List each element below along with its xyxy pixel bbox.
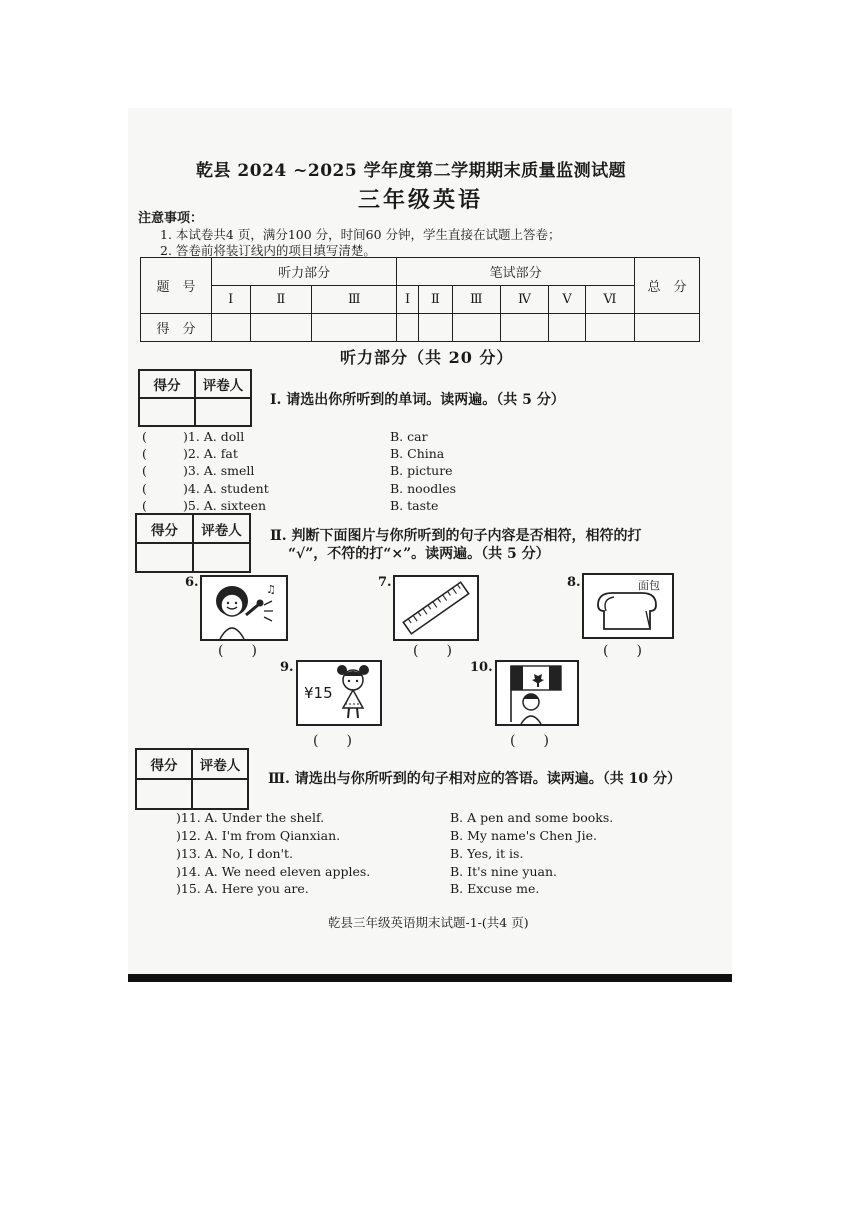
grader-reviewer-cell[interactable]	[192, 779, 248, 809]
answer-paren[interactable]: ( )	[603, 643, 642, 659]
answer-bracket: (	[142, 429, 147, 444]
price-label: ¥15	[304, 684, 333, 702]
section-numeral: Ⅵ	[585, 286, 634, 314]
part3-option-b: B. My name's Chen Jie.	[450, 828, 597, 843]
score-cell[interactable]	[453, 314, 500, 342]
part3-option-b: B. Excuse me.	[450, 881, 540, 896]
section-numeral: Ⅰ	[212, 286, 251, 314]
part3-option-b: B. It's nine yuan.	[450, 864, 557, 879]
grader-box	[138, 369, 252, 427]
doll-price-picture	[296, 660, 382, 726]
part1-option-a: )5. A. sixteen	[183, 498, 267, 513]
grader-reviewer-cell[interactable]	[193, 543, 250, 572]
section-numeral: Ⅳ	[500, 286, 549, 314]
part3-option-a: )15. A. Here you are.	[176, 881, 309, 896]
answer-paren[interactable]: ( )	[218, 643, 257, 659]
listening-header: 听力部分	[212, 258, 397, 286]
total-header: 总 分	[635, 258, 700, 314]
part1-option-a: )2. A. fat	[183, 446, 238, 461]
grader-score-label: 得分	[136, 514, 193, 543]
answer-bracket: (	[142, 481, 147, 496]
part1-option-a: )3. A. smell	[183, 463, 255, 478]
score-cell[interactable]	[549, 314, 585, 342]
note-item: 1. 本试卷共4 页，满分100 分，时间60 分钟，学生直接在试题上答卷；	[160, 227, 561, 242]
grader-score-label: 得分	[136, 749, 192, 779]
part1-option-a: )4. A. student	[183, 481, 269, 496]
canada-flag-boy-picture	[495, 660, 579, 726]
part1-heading: Ⅰ. 请选出你所听到的单词。读两遍。（共 5 分）	[270, 392, 565, 408]
question-number: 6.	[185, 575, 199, 590]
part1-option-b: B. taste	[390, 498, 439, 513]
answer-paren[interactable]: ( )	[313, 733, 352, 749]
part1-option-b: B. car	[390, 429, 428, 444]
grader-score-cell[interactable]	[136, 779, 192, 809]
question-number: 10.	[470, 660, 493, 675]
ruler-picture	[393, 575, 479, 641]
score-cell[interactable]	[212, 314, 251, 342]
score-cell[interactable]	[312, 314, 397, 342]
answer-paren[interactable]: ( )	[413, 643, 452, 659]
answer-bracket: (	[142, 463, 147, 478]
section-numeral: Ⅱ	[250, 286, 312, 314]
part3-heading: Ⅲ. 请选出与你所听到的句子相对应的答语。读两遍。（共 10 分）	[268, 771, 682, 787]
svg-text:♫: ♫	[266, 583, 276, 596]
part3-option-a: )11. A. Under the shelf.	[176, 810, 325, 825]
exam-subtitle: 三年级英语	[358, 187, 484, 213]
answer-paren[interactable]: ( )	[510, 733, 549, 749]
score-cell[interactable]	[500, 314, 549, 342]
score-cell[interactable]	[585, 314, 634, 342]
score-cell[interactable]	[635, 314, 700, 342]
section-numeral: Ⅲ	[312, 286, 397, 314]
question-number: 7.	[378, 575, 392, 590]
exam-title: 乾县 2024 ~2025 学年度第二学期期末质量监测试题	[196, 161, 627, 181]
score-cell[interactable]	[397, 314, 418, 342]
written-header: 笔试部分	[397, 258, 635, 286]
part1-option-a: )1. A. doll	[183, 429, 245, 444]
part1-option-b: B. noodles	[390, 481, 457, 496]
grader-reviewer-label: 评卷人	[193, 514, 250, 543]
answer-bracket: (	[142, 498, 147, 513]
part3-option-b: B. Yes, it is.	[450, 846, 524, 861]
score-table	[140, 257, 700, 342]
part3-option-a: )12. A. I'm from Qianxian.	[176, 828, 341, 843]
answer-bracket: (	[142, 446, 147, 461]
bread-picture	[582, 573, 674, 639]
notes-heading: 注意事项：	[138, 211, 204, 226]
grader-reviewer-cell[interactable]	[195, 398, 251, 426]
bottom-bar	[128, 974, 732, 982]
grader-score-label: 得分	[139, 370, 195, 398]
part2-heading-line2: “√”，不符的打“×”。读两遍。（共 5 分）	[288, 546, 550, 562]
listening-section-title: 听力部分（共 20 分）	[340, 348, 514, 367]
grader-box	[135, 513, 251, 573]
note-item: 2. 答卷前将装订线内的项目填写清楚。	[160, 243, 376, 258]
grader-score-cell[interactable]	[139, 398, 195, 426]
section-numeral: Ⅰ	[397, 286, 418, 314]
part2-heading-line1: Ⅱ. 判断下面图片与你所听到的句子内容是否相符，相符的打	[270, 528, 642, 544]
part1-option-b: B. China	[390, 446, 445, 461]
section-numeral: Ⅲ	[453, 286, 500, 314]
bread-label: 面包	[638, 579, 660, 592]
score-cell[interactable]	[418, 314, 452, 342]
question-number: 8.	[567, 575, 581, 590]
grader-reviewer-label: 评卷人	[192, 749, 248, 779]
part3-option-a: )14. A. We need eleven apples.	[176, 864, 371, 879]
grader-score-cell[interactable]	[136, 543, 193, 572]
question-number: 9.	[280, 660, 294, 675]
score-row-label: 得 分	[141, 314, 212, 342]
section-numeral: Ⅱ	[418, 286, 452, 314]
score-table-label: 题 号	[141, 258, 212, 314]
grader-box	[135, 748, 249, 810]
section-numeral: Ⅴ	[549, 286, 585, 314]
part1-option-b: B. picture	[390, 463, 453, 478]
grader-reviewer-label: 评卷人	[195, 370, 251, 398]
score-cell[interactable]	[250, 314, 312, 342]
part3-option-a: )13. A. No, I don't.	[176, 846, 294, 861]
singing-girl-picture	[200, 575, 288, 641]
part3-option-b: B. A pen and some books.	[450, 810, 614, 825]
page-footer: 乾县三年级英语期末试题-1-(共4 页)	[328, 915, 529, 930]
